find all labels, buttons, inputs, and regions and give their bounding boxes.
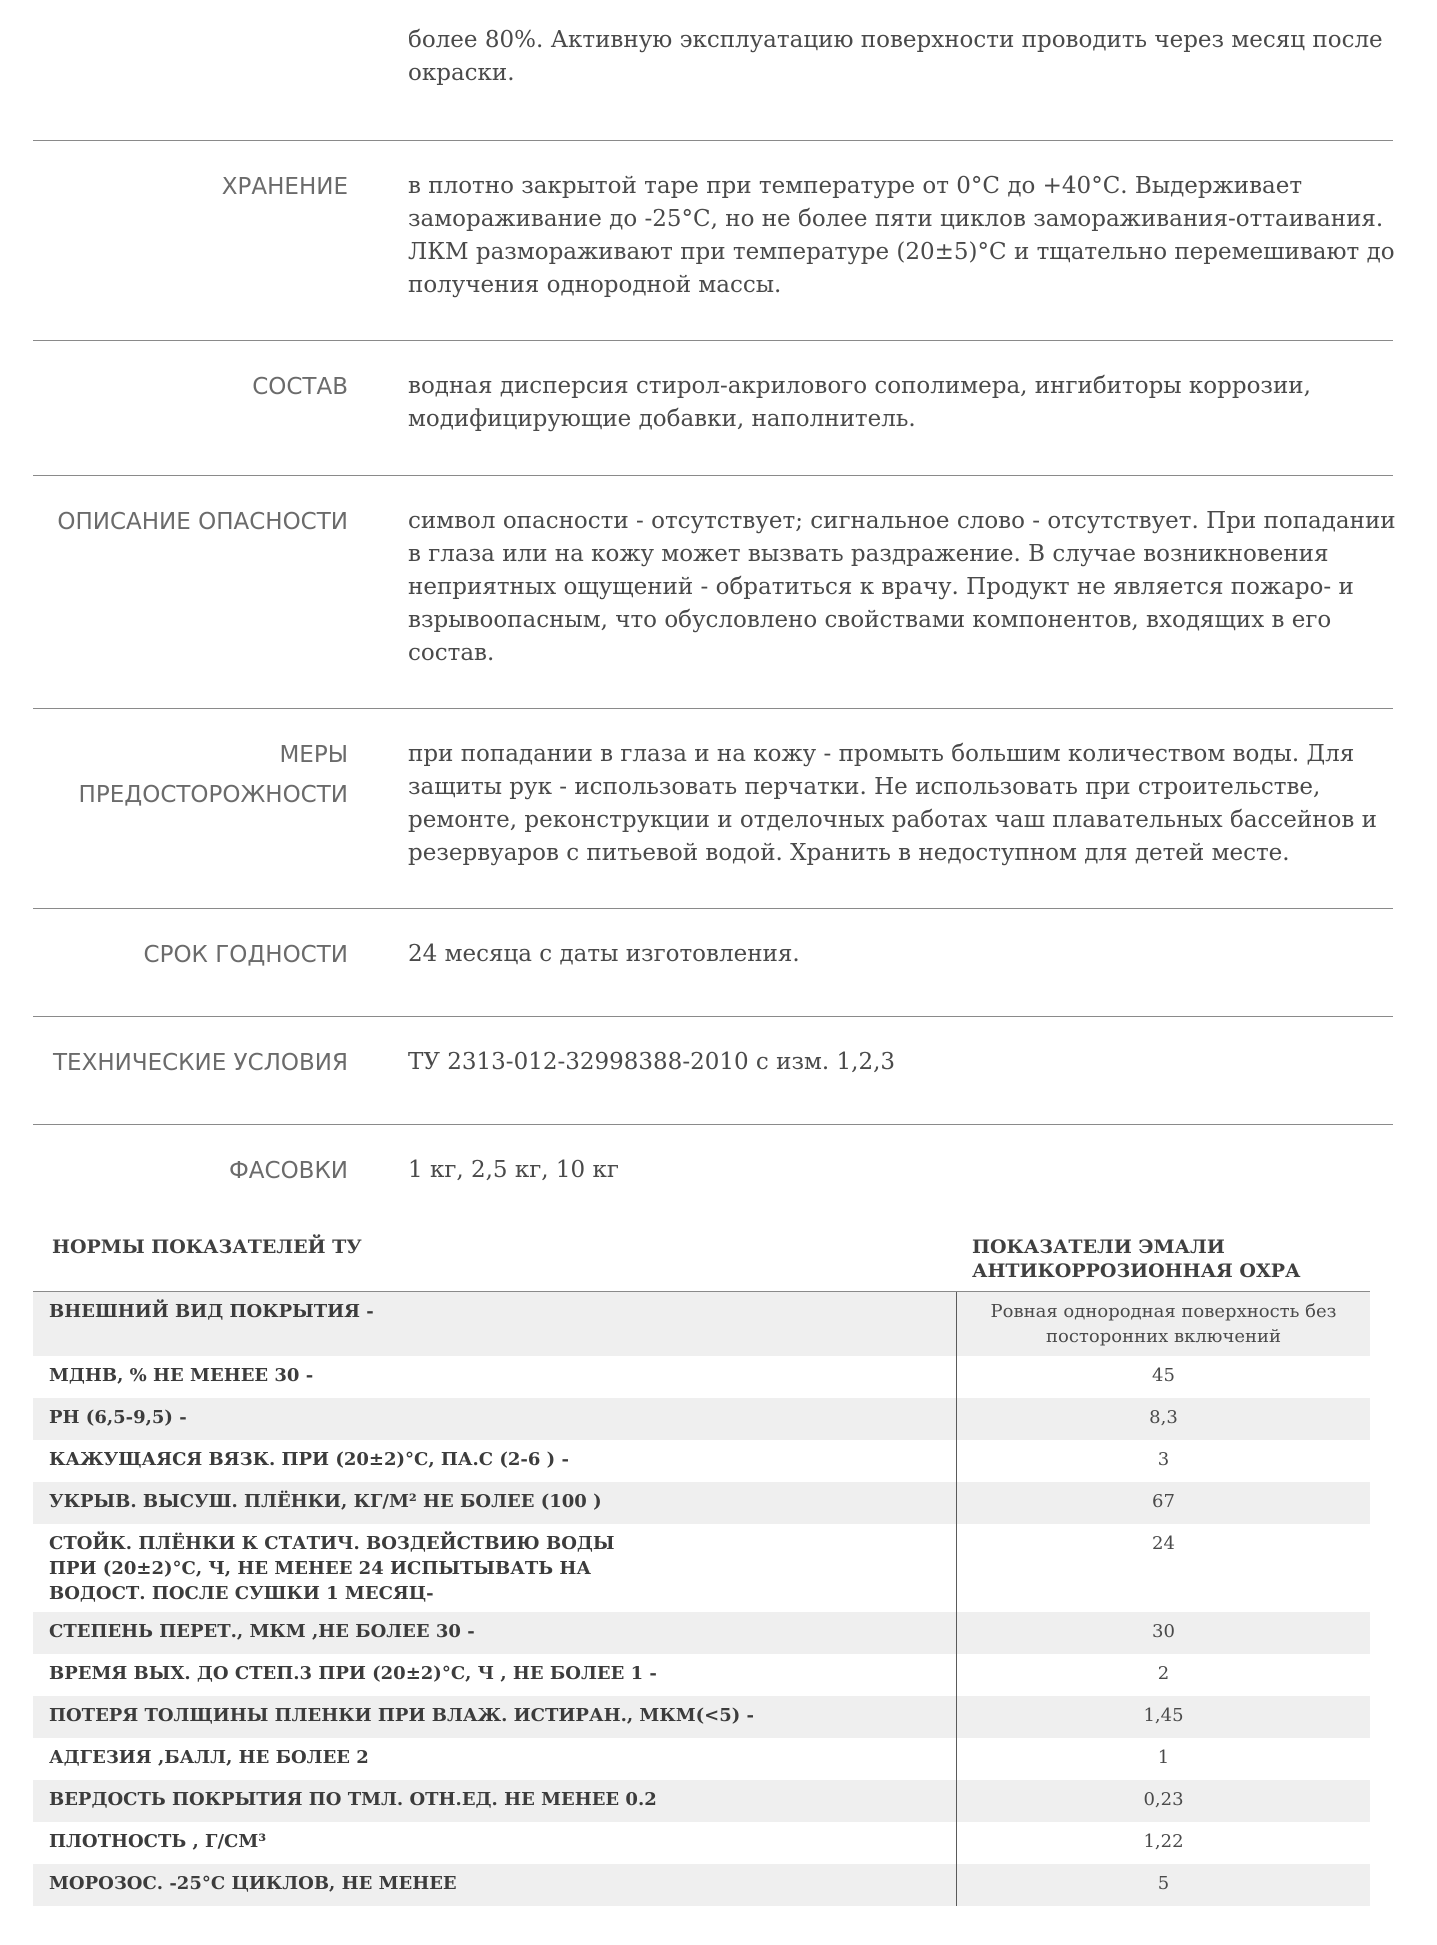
section-label: ХРАНЕНИЕ xyxy=(221,174,348,200)
table-row xyxy=(33,1356,1370,1398)
value-cell: 5 xyxy=(956,1864,1370,1906)
section-tech-conditions xyxy=(33,1016,1393,1124)
param-cell: ВРЕМЯ ВЫХ. ДО СТЕП.3 ПРИ (20±2)°С, Ч , НЕ БОЛЕЕ 1 - xyxy=(49,1663,657,1684)
table-row xyxy=(33,1822,1370,1864)
value-cell: 67 xyxy=(956,1482,1370,1524)
param-cell: РН (6,5-9,5) - xyxy=(49,1407,187,1428)
table-row xyxy=(33,1696,1370,1738)
value-cell: 1,45 xyxy=(956,1696,1370,1738)
section-label: СОСТАВ xyxy=(252,374,348,400)
value-cell: 30 xyxy=(956,1612,1370,1654)
value-cell: Ровная однородная поверхность без посторонних включений xyxy=(956,1292,1370,1356)
section-label: ОПИСАНИЕ ОПАСНОСТИ xyxy=(57,509,348,535)
value-cell: 8,3 xyxy=(956,1398,1370,1440)
table-row xyxy=(33,1612,1370,1654)
value-cell: 1 xyxy=(956,1738,1370,1780)
param-cell: СТОЙК. ПЛЁНКИ К СТАТИЧ. ВОЗДЕЙСТВИЮ ВОДЫ ПРИ (20±2)°С, Ч, НЕ МЕНЕЕ 24 ИСПЫТЫВАТЬ НА ВОДОСТ. ПОСЛЕ СУШКИ 1 МЕСЯЦ- xyxy=(49,1533,615,1604)
param-cell: КАЖУЩАЯСЯ ВЯЗК. ПРИ (20±2)°С, ПА.С (2-6 ) - xyxy=(49,1449,569,1470)
param-cell: ПЛОТНОСТЬ , Г/СМ³ xyxy=(49,1831,267,1852)
value-cell: 3 xyxy=(956,1440,1370,1482)
value-cell: 45 xyxy=(956,1356,1370,1398)
value-cell: 2 xyxy=(956,1654,1370,1696)
section-label: ФАСОВКИ xyxy=(228,1158,348,1184)
param-cell: ВНЕШНИЙ ВИД ПОКРЫТИЯ - xyxy=(49,1301,374,1322)
section-precautions xyxy=(33,708,1393,908)
section-label: СРОК ГОДНОСТИ xyxy=(143,942,348,968)
table-row xyxy=(33,1482,1370,1524)
param-cell: ВЕРДОСТЬ ПОКРЫТИЯ ПО ТМЛ. ОТН.ЕД. НЕ МЕНЕЕ 0.2 xyxy=(49,1789,657,1810)
section-hazard xyxy=(33,475,1396,708)
param-cell: ПОТЕРЯ ТОЛЩИНЫ ПЛЕНКИ ПРИ ВЛАЖ. ИСТИРАН., МКМ(<5) - xyxy=(49,1705,755,1726)
section-text: ТУ 2313-012-32998388-2010 с изм. 1,2,3 xyxy=(408,1049,896,1075)
param-cell: МОРОЗОС. -25°С ЦИКЛОВ, НЕ МЕНЕЕ xyxy=(49,1873,457,1894)
section-packaging xyxy=(33,1124,1393,1214)
table-row xyxy=(33,1292,1370,1356)
value-cell: 1,22 xyxy=(956,1822,1370,1864)
table-header-indicators: ПОКАЗАТЕЛИ ЭМАЛИ АНТИКОРРОЗИОННАЯ ОХРА xyxy=(972,1236,1301,1282)
table-header-norms: НОРМЫ ПОКАЗАТЕЛЕЙ ТУ xyxy=(52,1236,362,1258)
section-text: в плотно закрытой таре при температуре от 0°С до +40°С. Выдерживает замораживание до -25°С, но не более пяти циклов замораживания-оттаивания. ЛКМ размораживают при температуре (20±5)°С и тщательно перемешивают до получения однородной массы. xyxy=(408,173,1395,298)
spec-sections xyxy=(33,140,1396,1214)
param-cell: АДГЕЗИЯ ,БАЛЛ, НЕ БОЛЕЕ 2 xyxy=(49,1747,369,1768)
section-text: символ опасности - отсутствует; сигнальное слово - отсутствует. При попадании в глаза или на кожу может вызвать раздражение. В случае возникновения неприятных ощущений - обратиться к врачу. Продукт не является пожаро- и взрывоопасным, что обусловлено свойствами компонентов, входящих в его состав. xyxy=(408,508,1396,666)
indicators-table xyxy=(33,1291,1370,1906)
section-composition xyxy=(33,340,1393,475)
section-text: 1 кг, 2,5 кг, 10 кг xyxy=(408,1157,619,1183)
section-storage xyxy=(33,140,1393,340)
table-row xyxy=(33,1654,1370,1696)
value-cell: 0,23 xyxy=(956,1780,1370,1822)
table-row xyxy=(33,1398,1370,1440)
param-cell: МДНВ, % НЕ МЕНЕЕ 30 - xyxy=(49,1365,314,1386)
intro-paragraph: более 80%. Активную эксплуатацию поверхности проводить через месяц после окраски. xyxy=(408,27,1383,86)
table-row xyxy=(33,1780,1370,1822)
param-cell: СТЕПЕНЬ ПЕРЕТ., МКМ ,НЕ БОЛЕЕ 30 - xyxy=(49,1621,475,1642)
param-cell: УКРЫВ. ВЫСУШ. ПЛЁНКИ, КГ/М² НЕ БОЛЕЕ (100 ) xyxy=(49,1491,602,1512)
table-row xyxy=(33,1524,1370,1612)
section-text: водная дисперсия стирол-акрилового сополимера, ингибиторы коррозии, модифицирующие добавки, наполнитель. xyxy=(408,373,1311,432)
section-label: ТЕХНИЧЕСКИЕ УСЛОВИЯ xyxy=(52,1050,348,1076)
table-row xyxy=(33,1864,1370,1906)
value-cell: 24 xyxy=(956,1524,1370,1612)
table-row xyxy=(33,1440,1370,1482)
table-row xyxy=(33,1738,1370,1780)
section-shelf-life xyxy=(33,908,1393,1016)
section-text: 24 месяца с даты изготовления. xyxy=(408,941,800,967)
section-label: МЕРЫ ПРЕДОСТОРОЖНОСТИ xyxy=(78,742,348,808)
section-text: при попадании в глаза и на кожу - промыть большим количеством воды. Для защиты рук - использовать перчатки. Не использовать при строительстве, ремонте, реконструкции и отделочных работах чаш плавательных бассейнов и резервуаров с питьевой водой. Хранить в недоступном для детей месте. xyxy=(408,741,1377,866)
